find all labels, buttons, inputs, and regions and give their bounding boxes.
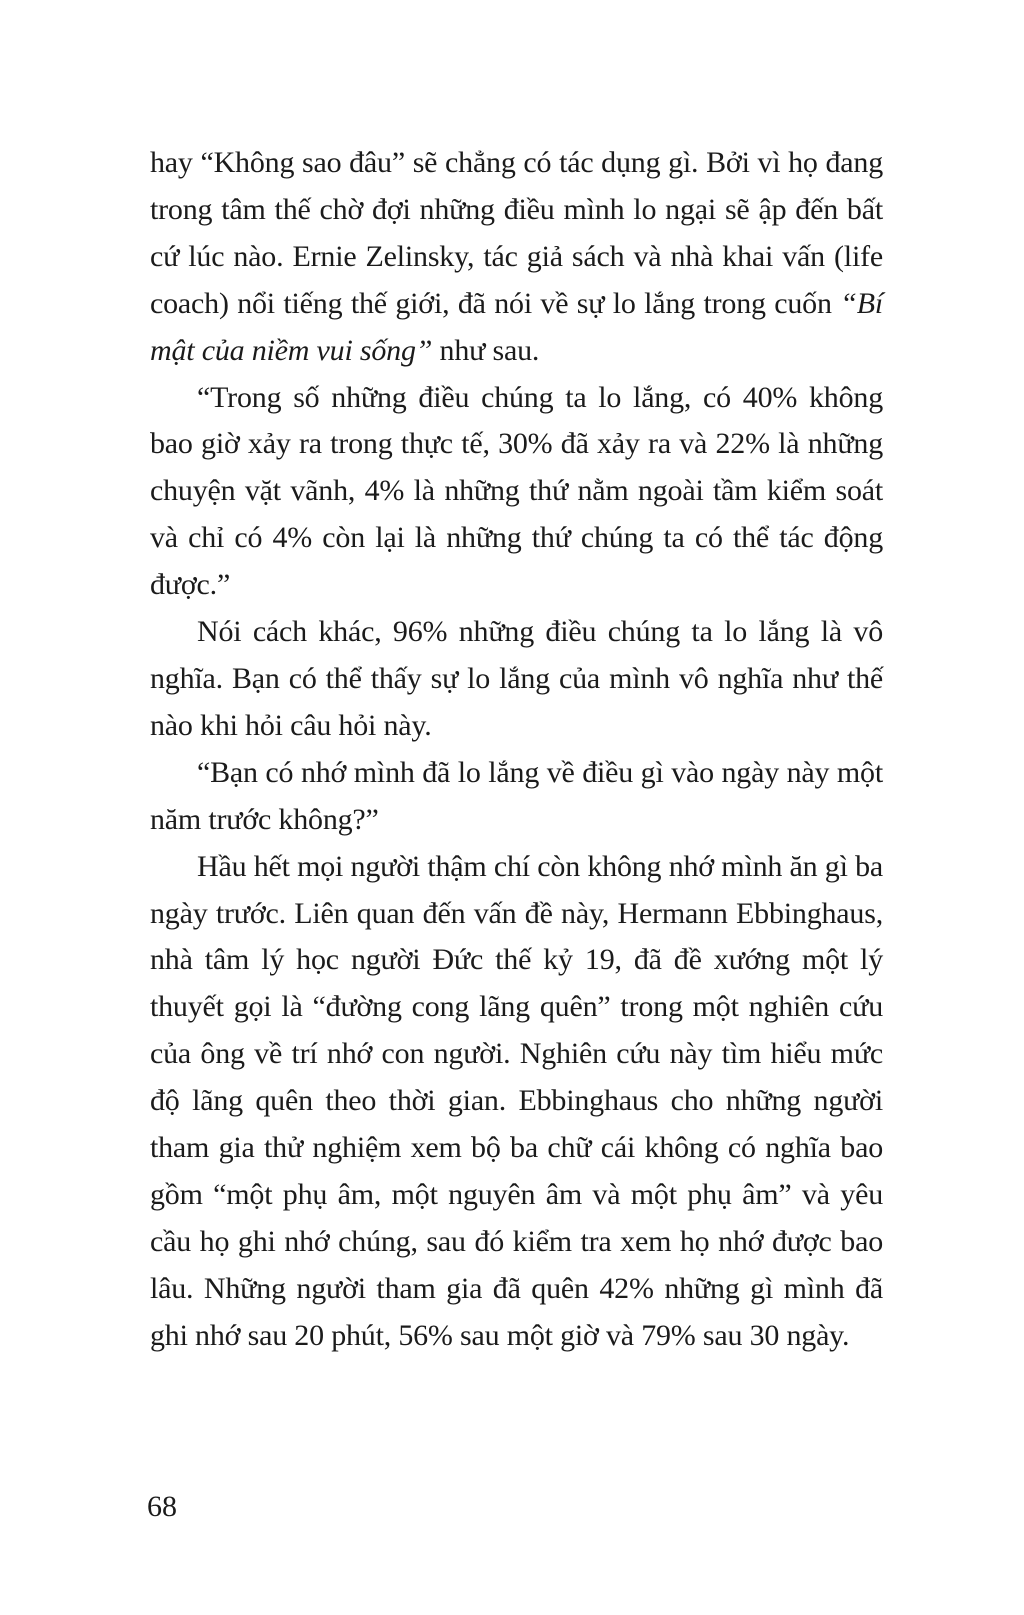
book-title-italic: “Bí mật của niềm vui sống” xyxy=(150,286,883,367)
paragraph-3-96-percent-meaningless: Nói cách khác, 96% những điều chúng ta lo lắng là vô nghĩa. Bạn có thể thấy sự lo lắng của mình vô nghĩa như thế nào khi hỏi câu hỏi này. xyxy=(150,615,883,742)
paragraph-5-ebbinghaus-forgetting-curve: Hầu hết mọi người thậm chí còn không nhớ mình ăn gì ba ngày trước. Liên quan đến vấn đề này, Hermann Ebbinghaus, nhà tâm lý học người Đức thế kỷ 19, đã đề xướng một lý thuyết gọi là “đường cong lãng quên” trong một nghiên cứu của ông về trí nhớ con người. Nghiên cứu này tìm hiểu mức độ lãng quên theo thời gian. Ebbinghaus cho những người tham gia thử nghiệm xem bộ ba chữ cái không có nghĩa bao gồm “một phụ âm, một nguyên âm và một phụ âm” và yêu cầu họ ghi nhớ chúng, sau đó kiểm tra xem họ nhớ được bao lâu. Những người tham gia đã quên 42% những gì mình đã ghi nhớ sau 20 phút, 56% sau một giờ và 79% sau 30 ngày. xyxy=(150,849,883,1352)
paragraph-1-tail: như sau. xyxy=(432,333,540,367)
paragraph-1-lead: hay “Không sao đâu” sẽ chẳng có tác dụng gì. Bởi vì họ đang trong tâm thế chờ đợi những điều mình lo ngại sẽ ập đến bất cứ lúc nào. Ernie Zelinsky, tác giả sách và nhà khai vấn (life coach) nổi tiếng thế giới, đã nói về sự lo lắng trong cuốn xyxy=(150,146,883,320)
page-number: 68 xyxy=(147,1490,177,1523)
paragraph-2-worry-statistics-quote: “Trong số những điều chúng ta lo lắng, có 40% không bao giờ xảy ra trong thực tế, 30% đã xảy ra và 22% là những chuyện vặt vãnh, 4% là những thứ nằm ngoài tầm kiểm soát và chỉ có 4% còn lại là những thứ chúng ta có thể tác động được.” xyxy=(150,380,883,602)
paragraph-4-question-quote: “Bạn có nhớ mình đã lo lắng về điều gì vào ngày này một năm trước không?” xyxy=(150,755,883,836)
paragraph-1 xyxy=(150,140,883,375)
body-text xyxy=(150,140,883,1360)
